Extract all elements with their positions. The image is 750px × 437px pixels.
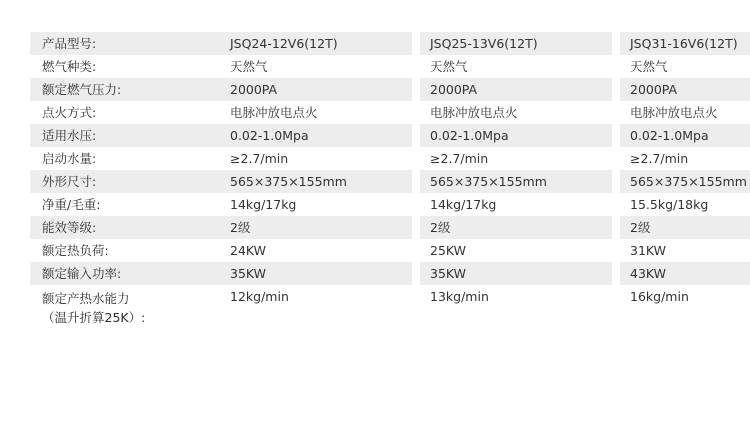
column-gap [412,285,420,328]
row-label [30,285,220,328]
table-row [30,147,750,170]
row-label: 燃气种类: [30,55,220,78]
row-value-2: 2级 [420,216,612,239]
row-value-3: 天然气 [620,55,750,78]
column-gap [412,170,420,193]
row-value-2: 电脉冲放电点火 [420,101,612,124]
row-label: 额定燃气压力: [30,78,220,101]
row-label: 净重/毛重: [30,193,220,216]
row-value-1: 35KW [220,262,412,285]
row-value-3: 31KW [620,239,750,262]
table-row [30,32,750,55]
row-value-3: 2级 [620,216,750,239]
row-value-1: 14kg/17kg [220,193,412,216]
row-value-1: ≥2.7/min [220,147,412,170]
row-label: 适用水压: [30,124,220,147]
column-gap [612,101,620,124]
row-value-1: 12kg/min [220,285,412,328]
table-row [30,101,750,124]
table-row [30,78,750,101]
column-gap [412,55,420,78]
table-row [30,193,750,216]
row-value-3: 0.02-1.0Mpa [620,124,750,147]
table-row [30,124,750,147]
column-gap [412,147,420,170]
row-label: 额定热负荷: [30,239,220,262]
row-value-2: 14kg/17kg [420,193,612,216]
column-gap [612,170,620,193]
row-label: 产品型号: [30,32,220,55]
specification-table [30,32,750,328]
row-value-1: 2级 [220,216,412,239]
column-gap [612,147,620,170]
table-row [30,55,750,78]
table-row [30,239,750,262]
row-label: 启动水量: [30,147,220,170]
table-body [30,32,750,328]
row-value-2: 35KW [420,262,612,285]
row-value-2: 25KW [420,239,612,262]
table-row [30,262,750,285]
row-label: 点火方式: [30,101,220,124]
row-value-3: 电脉冲放电点火 [620,101,750,124]
column-gap [412,101,420,124]
row-value-3: ≥2.7/min [620,147,750,170]
row-label: 外形尺寸: [30,170,220,193]
table-row [30,216,750,239]
column-gap [412,78,420,101]
column-gap [612,239,620,262]
row-value-3: 15.5kg/18kg [620,193,750,216]
row-value-3: 2000PA [620,78,750,101]
column-gap [412,239,420,262]
column-gap [412,216,420,239]
column-gap [612,78,620,101]
row-value-2: 2000PA [420,78,612,101]
row-value-2: 0.02-1.0Mpa [420,124,612,147]
row-value-1: 565×375×155mm [220,170,412,193]
row-value-2: JSQ25-13V6(12T) [420,32,612,55]
table-row [30,170,750,193]
row-value-3: 43KW [620,262,750,285]
row-value-2: 13kg/min [420,285,612,328]
row-label-line1: 额定产热水能力 [42,291,130,306]
column-gap [412,193,420,216]
column-gap [612,124,620,147]
row-value-1: 24KW [220,239,412,262]
row-value-1: 电脉冲放电点火 [220,101,412,124]
column-gap [612,55,620,78]
row-value-3: 16kg/min [620,285,750,328]
row-value-3: JSQ31-16V6(12T) [620,32,750,55]
column-gap [412,124,420,147]
row-value-2: 天然气 [420,55,612,78]
column-gap [412,262,420,285]
column-gap [612,216,620,239]
row-value-2: ≥2.7/min [420,147,612,170]
column-gap [412,32,420,55]
row-value-1: JSQ24-12V6(12T) [220,32,412,55]
row-label: 能效等级: [30,216,220,239]
column-gap [612,193,620,216]
row-label-line2: （温升折算25K）: [42,310,146,326]
column-gap [612,262,620,285]
row-value-1: 2000PA [220,78,412,101]
column-gap [612,32,620,55]
row-value-3: 565×375×155mm [620,170,750,193]
row-value-1: 天然气 [220,55,412,78]
row-value-1: 0.02-1.0Mpa [220,124,412,147]
row-label: 额定输入功率: [30,262,220,285]
row-value-2: 565×375×155mm [420,170,612,193]
column-gap [612,285,620,328]
table-row [30,285,750,328]
